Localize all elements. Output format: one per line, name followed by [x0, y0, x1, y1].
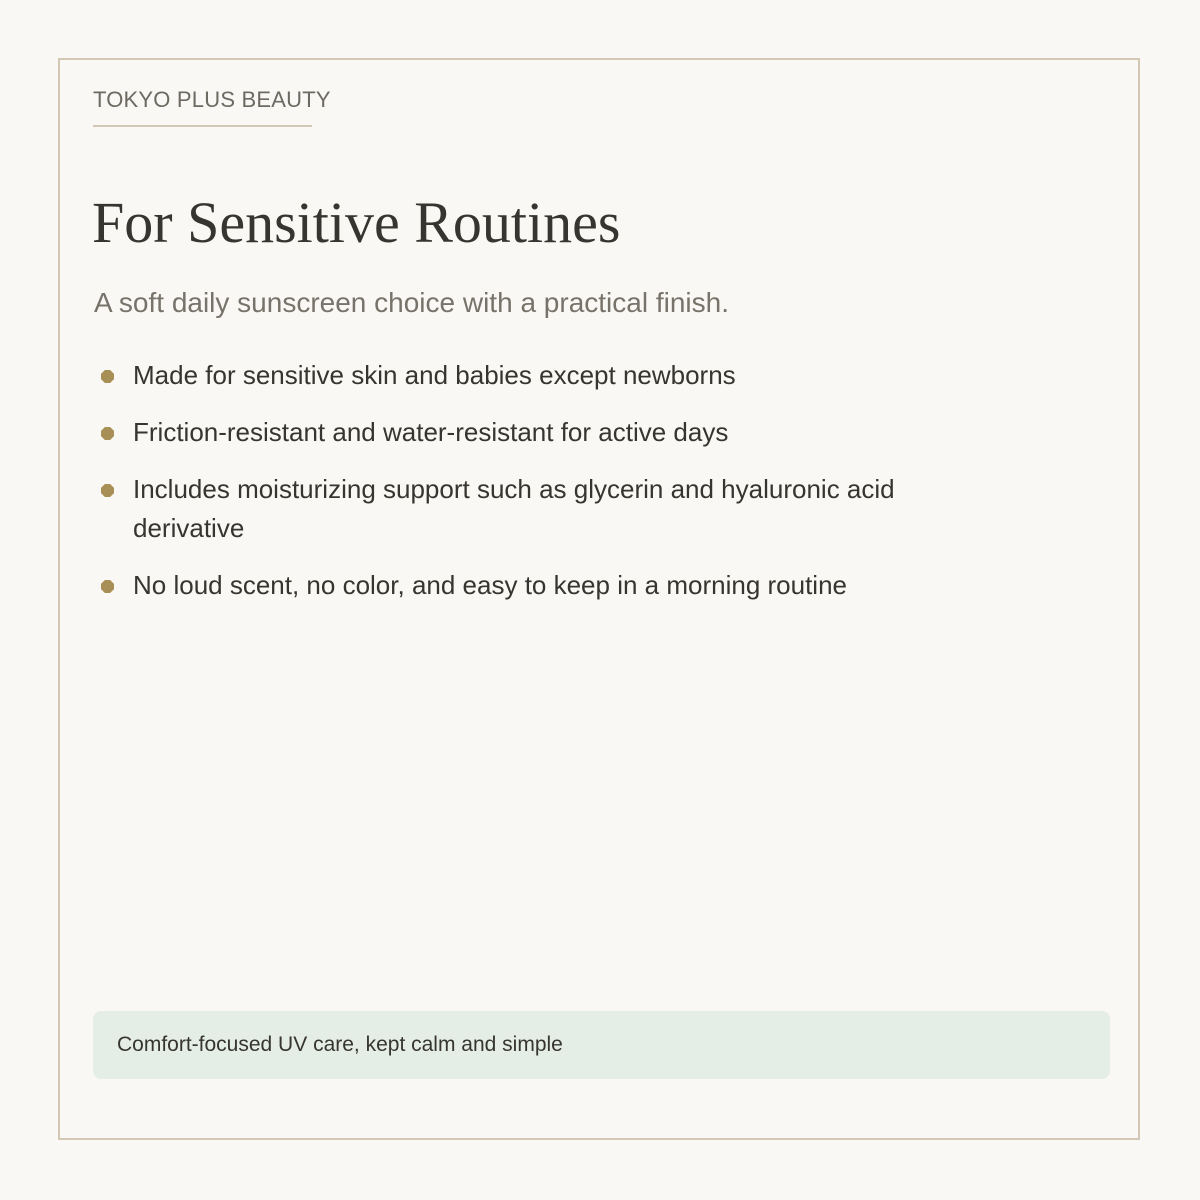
feature-text: Friction-resistant and water-resistant for active days — [133, 417, 729, 447]
feature-text: No loud scent, no color, and easy to keep in a morning routine — [133, 570, 847, 600]
octagon-bullet-icon — [101, 370, 114, 383]
page-title: For Sensitive Routines — [92, 190, 621, 255]
list-item — [93, 566, 993, 605]
octagon-bullet-icon — [101, 484, 114, 497]
brand-divider — [93, 125, 312, 127]
feature-list — [93, 356, 993, 623]
list-item — [93, 413, 993, 452]
feature-text: Made for sensitive skin and babies except newborns — [133, 360, 736, 390]
list-item — [93, 356, 993, 395]
octagon-bullet-icon — [101, 580, 114, 593]
feature-text: Includes moisturizing support such as glycerin and hyaluronic acid derivative — [133, 474, 895, 543]
content-card — [58, 58, 1140, 1140]
subtitle: A soft daily sunscreen choice with a practical finish. — [94, 287, 729, 318]
list-item — [93, 470, 993, 548]
footer-note: Comfort-focused UV care, kept calm and simple — [93, 1011, 1110, 1079]
brand-name: TOKYO PLUS BEAUTY — [93, 87, 331, 112]
octagon-bullet-icon — [101, 427, 114, 440]
